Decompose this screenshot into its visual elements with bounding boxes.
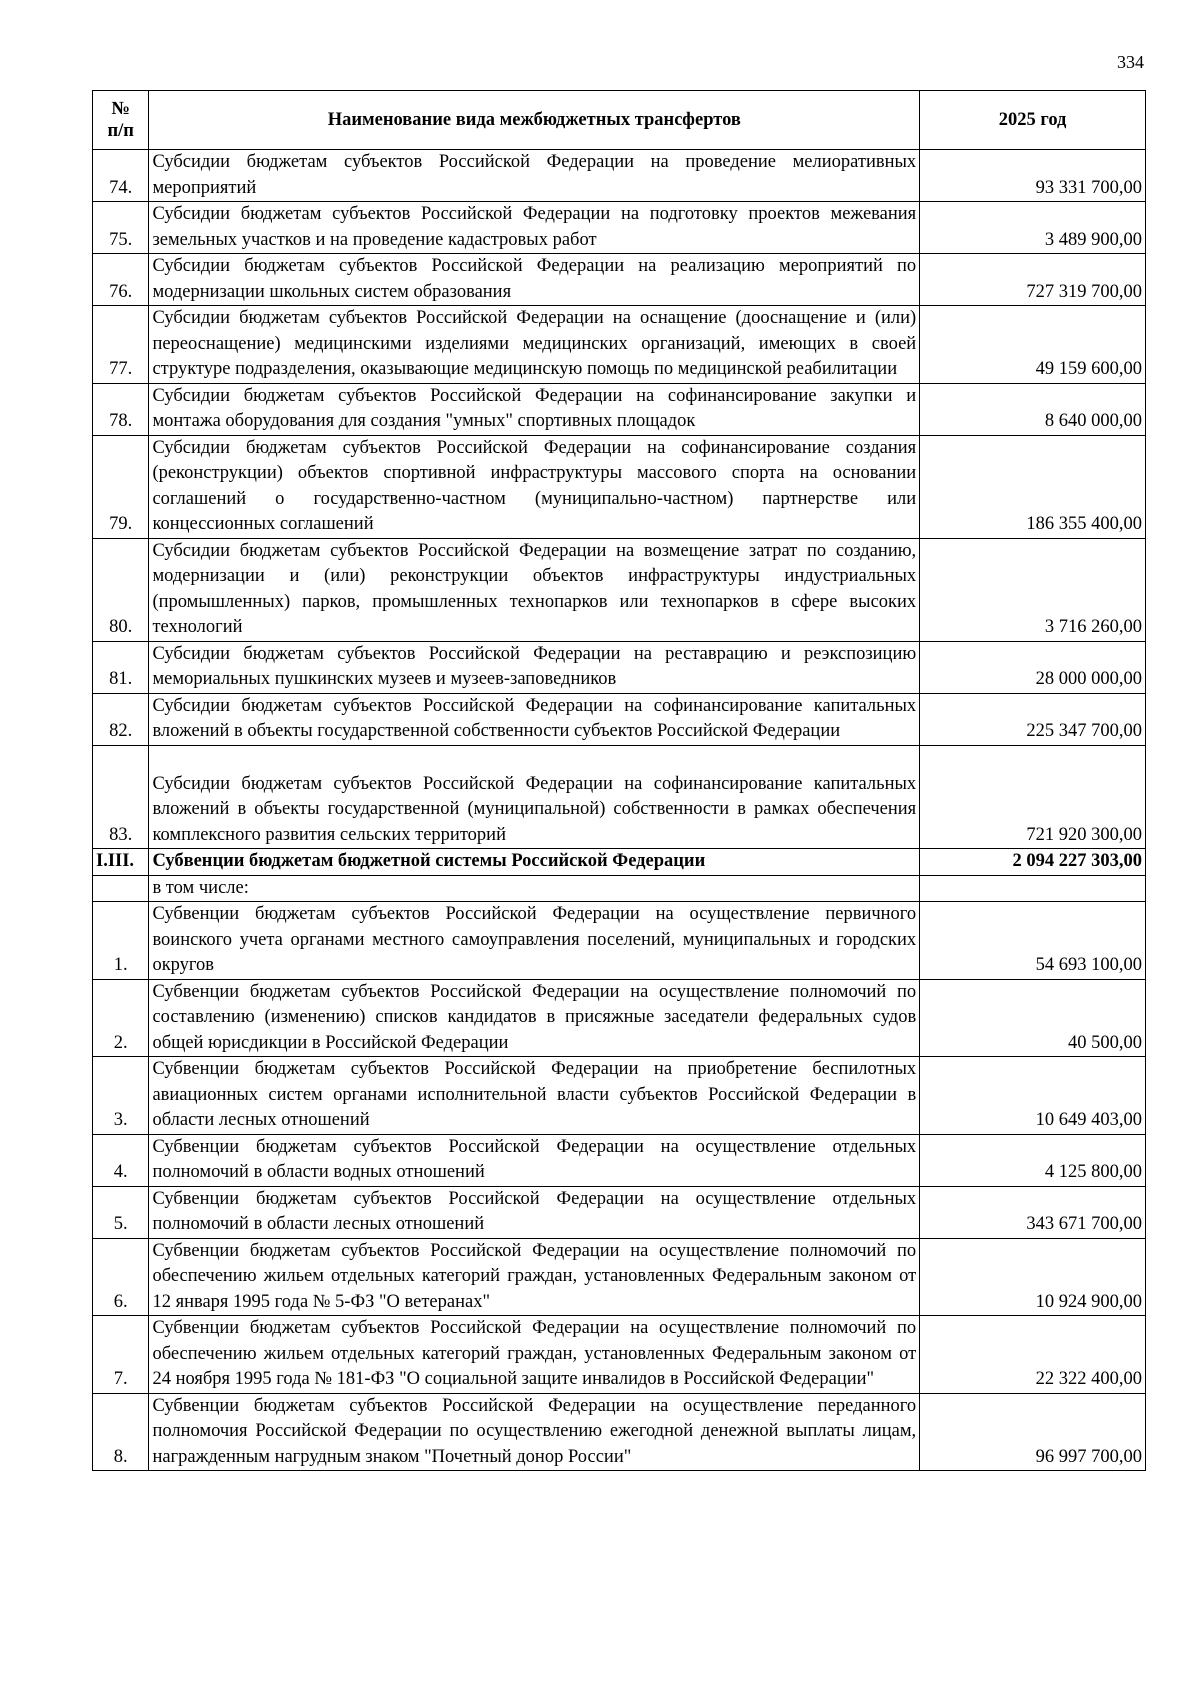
row-amount: 721 920 300,00	[920, 745, 1146, 849]
table-row	[93, 641, 1146, 693]
table-row	[93, 202, 1146, 254]
row-amount: 4 125 800,00	[920, 1134, 1146, 1186]
row-number: 4.	[93, 1134, 149, 1186]
row-amount: 96 997 700,00	[920, 1393, 1146, 1471]
row-amount: 54 693 100,00	[920, 902, 1146, 980]
row-amount: 343 671 700,00	[920, 1186, 1146, 1238]
row-number: 5.	[93, 1186, 149, 1238]
row-number: 78.	[93, 383, 149, 435]
row-name: Субсидии бюджетам субъектов Российской Федерации на реализацию мероприятий по модернизации школьных систем образования	[149, 254, 920, 306]
page-number: 334	[1117, 52, 1144, 72]
row-amount: 3 716 260,00	[920, 538, 1146, 641]
row-amount: 186 355 400,00	[920, 435, 1146, 538]
row-amount: 225 347 700,00	[920, 693, 1146, 745]
row-number: 81.	[93, 641, 149, 693]
row-amount: 3 489 900,00	[920, 202, 1146, 254]
row-name: Субвенции бюджетам субъектов Российской Федерации на осуществление отдельных полномочий в области водных отношений	[149, 1134, 920, 1186]
row-amount: 28 000 000,00	[920, 641, 1146, 693]
table-row	[93, 1186, 1146, 1238]
row-name: Субвенции бюджетам субъектов Российской Федерации на осуществление полномочий по обеспечению жильем отдельных категорий граждан, установленных Федеральным законом от 12 января 1995 года № 5-ФЗ "О ветеранах"	[149, 1238, 920, 1316]
table-row	[93, 979, 1146, 1057]
header-name: Наименование вида межбюджетных трансфертов	[149, 91, 920, 150]
table-row	[93, 383, 1146, 435]
row-name: Субсидии бюджетам субъектов Российской Федерации на проведение мелиоративных мероприятий	[149, 150, 920, 202]
row-number: 8.	[93, 1393, 149, 1471]
section-body	[93, 849, 1146, 902]
row-name: Субвенции бюджетам субъектов Российской Федерации на осуществление переданного полномочия Российской Федерации по осуществлению ежегодной денежной выплаты лицам, награжденным нагрудным знаком "Почетный донор России"	[149, 1393, 920, 1471]
row-number: 82.	[93, 693, 149, 745]
row-number: 76.	[93, 254, 149, 306]
table-row	[93, 150, 1146, 202]
row-number: 7.	[93, 1316, 149, 1394]
table-row	[93, 745, 1146, 849]
row-number: 80.	[93, 538, 149, 641]
table-row	[93, 693, 1146, 745]
row-name: Субсидии бюджетам субъектов Российской Федерации на возмещение затрат по созданию, модернизации и (или) реконструкции объектов инфраструктуры индустриальных (промышленных) парков, промышленных технопарков или технопарков в сфере высоких технологий	[149, 538, 920, 641]
row-name: Субсидии бюджетам субъектов Российской Федерации на софинансирование закупки и монтажа оборудования для создания "умных" спортивных площадок	[149, 383, 920, 435]
section-amount: 2 094 227 303,00	[920, 849, 1146, 876]
row-name: Субсидии бюджетам субъектов Российской Федерации на оснащение (дооснащение и (или) переоснащение) медицинскими изделиями медицинских организаций, имеющих в своей структуре подразделения, оказывающие медицинскую помощь по медицинской реабилитации	[149, 306, 920, 384]
row-amount: 22 322 400,00	[920, 1316, 1146, 1394]
row-amount: 8 640 000,00	[920, 383, 1146, 435]
table-row	[93, 1393, 1146, 1471]
header-number: № п/п	[93, 91, 149, 150]
section-row	[93, 849, 1146, 876]
row-number: 3.	[93, 1057, 149, 1135]
row-number: 75.	[93, 202, 149, 254]
transfers-table	[92, 90, 1146, 1471]
subheader-text: в том числе:	[149, 875, 920, 902]
row-amount: 10 924 900,00	[920, 1238, 1146, 1316]
row-name: Субвенции бюджетам субъектов Российской Федерации на осуществление первичного воинского учета органами местного самоуправления поселений, муниципальных и городских округов	[149, 902, 920, 980]
subvention-rows	[93, 902, 1146, 1471]
row-name: Субвенции бюджетам субъектов Российской Федерации на осуществление отдельных полномочий в области лесных отношений	[149, 1186, 920, 1238]
table-row	[93, 902, 1146, 980]
table-row	[93, 1134, 1146, 1186]
section-number: I.III.	[93, 849, 149, 876]
subheader-row	[93, 875, 1146, 902]
header-amount: 2025 год	[920, 91, 1146, 150]
row-number: 6.	[93, 1238, 149, 1316]
row-name: Субсидии бюджетам субъектов Российской Федерации на софинансирование капитальных вложений в объекты государственной собственности субъектов Российской Федерации	[149, 693, 920, 745]
row-amount: 727 319 700,00	[920, 254, 1146, 306]
row-number: 74.	[93, 150, 149, 202]
table-row	[93, 254, 1146, 306]
table-row	[93, 306, 1146, 384]
row-amount: 93 331 700,00	[920, 150, 1146, 202]
row-number: 83.	[93, 745, 149, 849]
row-amount: 10 649 403,00	[920, 1057, 1146, 1135]
table-row	[93, 435, 1146, 538]
table-header-row	[93, 91, 1146, 150]
row-number: 77.	[93, 306, 149, 384]
row-name: Субвенции бюджетам субъектов Российской Федерации на приобретение беспилотных авиационных систем органами исполнительной власти субъектов Российской Федерации в области лесных отношений	[149, 1057, 920, 1135]
row-amount: 40 500,00	[920, 979, 1146, 1057]
row-number: 79.	[93, 435, 149, 538]
row-name: Субвенции бюджетам субъектов Российской Федерации на осуществление полномочий по обеспечению жильем отдельных категорий граждан, установленных Федеральным законом от 24 ноября 1995 года № 181-ФЗ "О социальной защите инвалидов в Российской Федерации"	[149, 1316, 920, 1394]
row-name: Субсидии бюджетам субъектов Российской Федерации на подготовку проектов межевания земельных участков и на проведение кадастровых работ	[149, 202, 920, 254]
row-name: Субсидии бюджетам субъектов Российской Федерации на реставрацию и реэкспозицию мемориальных пушкинских музеев и музеев-заповедников	[149, 641, 920, 693]
row-name: Субсидии бюджетам субъектов Российской Федерации на софинансирование создания (реконструкции) объектов спортивной инфраструктуры массового спорта на основании соглашений о государственно-частном (муниципально-частном) партнерстве или концессионных соглашений	[149, 435, 920, 538]
row-name: Субвенции бюджетам субъектов Российской Федерации на осуществление полномочий по составлению (изменению) списков кандидатов в присяжные заседатели федеральных судов общей юрисдикции в Российской Федерации	[149, 979, 920, 1057]
table-row	[93, 1316, 1146, 1394]
table-row	[93, 538, 1146, 641]
table-row	[93, 1238, 1146, 1316]
section-name: Субвенции бюджетам бюджетной системы Российской Федерации	[149, 849, 920, 876]
subsidy-rows	[93, 150, 1146, 849]
row-amount: 49 159 600,00	[920, 306, 1146, 384]
row-number: 1.	[93, 902, 149, 980]
row-number: 2.	[93, 979, 149, 1057]
row-name: Субсидии бюджетам субъектов Российской Федерации на софинансирование капитальных вложений в объекты государственной (муниципальной) собственности в рамках обеспечения комплексного развития сельских территорий	[149, 745, 920, 849]
table-row	[93, 1057, 1146, 1135]
